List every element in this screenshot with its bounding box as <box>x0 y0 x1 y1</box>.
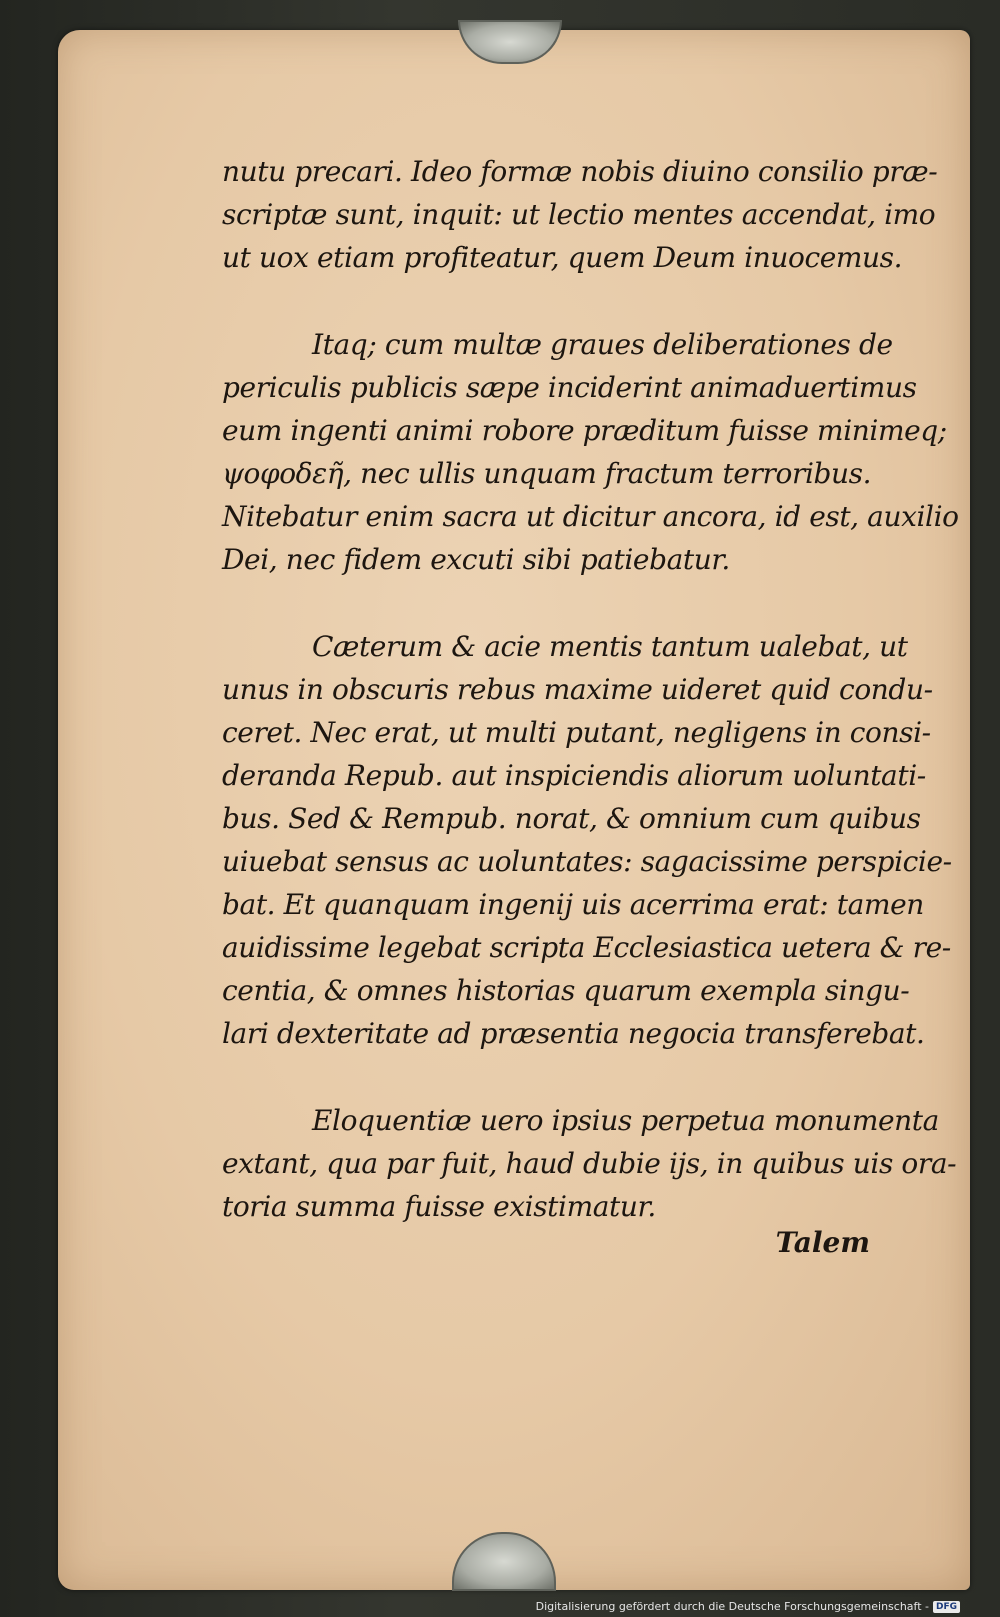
text-line: Itaq; cum multæ graues deliberationes de <box>312 328 893 361</box>
text-line: ψοφοδεῆ, nec ullis unquam fractum terroribus. <box>222 457 872 490</box>
catchword: Talem <box>775 1226 870 1259</box>
text-line: bat. Et quanquam ingenij uis acerrima erat: tamen <box>222 888 924 921</box>
paragraph-4 <box>222 1099 957 1228</box>
text-line: centia, & omnes historias quarum exempla singu- <box>222 974 910 1007</box>
digitization-footer <box>536 1600 960 1613</box>
text-line: nutu precari. Ideo formæ nobis diuino consilio præ- <box>222 155 938 188</box>
footer-text: Digitalisierung gefördert durch die Deutsche Forschungsgemeinschaft - <box>535 1600 929 1613</box>
text-line: Dei, nec fidem excuti sibi patiebatur. <box>222 543 730 576</box>
text-line: Eloquentiæ uero ipsius perpetua monumenta <box>312 1104 939 1137</box>
text-line: deranda Repub. aut inspiciendis aliorum uoluntati- <box>222 759 926 792</box>
text-line: eum ingenti animi robore præditum fuisse minimeq; <box>222 414 947 447</box>
paragraph-2 <box>222 323 959 581</box>
paragraph-1 <box>222 150 938 279</box>
text-line: auidissime legebat scripta Ecclesiastica uetera & re- <box>222 931 951 964</box>
text-line: ceret. Nec erat, ut multi putant, negligens in consi- <box>222 716 931 749</box>
text-line: toria summa fuisse existimatur. <box>222 1190 656 1223</box>
text-line: unus in obscuris rebus maxime uideret quid condu- <box>222 673 933 706</box>
text-line: uiuebat sensus ac uoluntates: sagacissime perspicie- <box>222 845 952 878</box>
page-text <box>222 150 959 1228</box>
text-line: bus. Sed & Rempub. norat, & omnium cum quibus <box>222 802 921 835</box>
text-line: lari dexteritate ad præsentia negocia transferebat. <box>222 1017 925 1050</box>
text-line: ut uox etiam profiteatur, quem Deum inuocemus. <box>222 241 903 274</box>
text-line: extant, qua par fuit, haud dubie ijs, in quibus uis ora- <box>222 1147 957 1180</box>
dfg-logo-icon: DFG <box>933 1601 960 1613</box>
paragraph-3 <box>222 625 952 1055</box>
text-line: Cæterum & acie mentis tantum ualebat, ut <box>312 630 908 663</box>
text-line: scriptæ sunt, inquit: ut lectio mentes accendat, imo <box>222 198 936 231</box>
text-line: Nitebatur enim sacra ut dicitur ancora, id est, auxilio <box>222 500 959 533</box>
text-line: periculis publicis sæpe inciderint animaduertimus <box>222 371 917 404</box>
